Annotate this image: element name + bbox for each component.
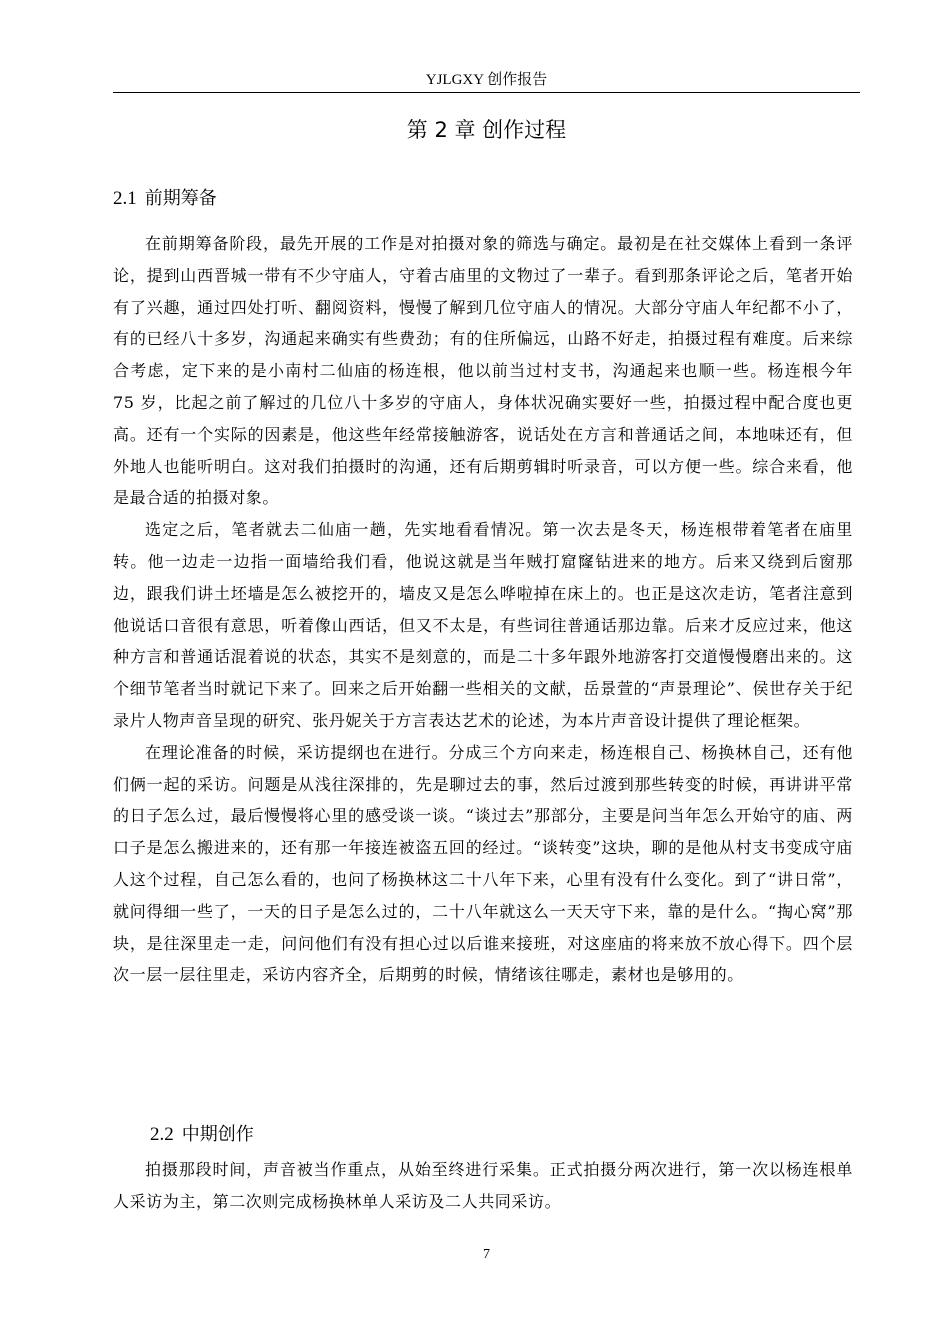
- section-title: 中期创作: [181, 1124, 254, 1145]
- body-paragraph: 拍摄那段时间，声音被当作重点，从始至终进行采集。正式拍摄分两次进行，第一次以杨连根单人采访为主，第二次则完成杨换林单人采访及二人共同采访。: [113, 1160, 853, 1211]
- body-paragraph: 选定之后，笔者就去二仙庙一趟，先实地看看情况。第一次去是冬天，杨连根带着笔者在庙里转。他一边走一边指一面墙给我们看，他说这就是当年贼打窟窿钻进来的地方。后来又绕到后窗那边，跟我们讲土坯墙是怎么被挖开的，墙皮又是怎么哗啦掉在床上的。也正是这次走访，笔者注意到他说话口音很有意思，听着像山西话，但又不太是，有些词往普通话那边靠。后来才反应过来，他这种方言和普通话混着说的状态，其实不是刻意的，而是二十多年跟外地游客打交道慢慢磨出来的。这个细节笔者当时就记下来了。回来之后开始翻一些相关的文献，岳景萱的“声景理论”、侯世存关于纪录片人物声音呈现的研究、张丹妮关于方言表达艺术的论述，为本片声音设计提供了理论框架。: [113, 520, 853, 730]
- chapter-title: 第 2 章 创作过程: [406, 118, 567, 142]
- body-paragraph: 在前期筹备阶段，最先开展的工作是对拍摄对象的筛选与确定。最初是在社交媒体上看到一条评论，提到山西晋城一带有不少守庙人，守着古庙里的文物过了一辈子。看到那条评论之后，笔者开始有了兴趣，通过四处打听、翻阅资料，慢慢了解到几位守庙人的情况。大部分守庙人年纪都不小了，有的已经八十多岁，沟通起来确实有些费劲；有的住所偏远，山路不好走，拍摄过程有难度。后来综合考虑，定下来的是小南村二仙庙的杨连根，他以前当过村支书，沟通起来也顺一些。杨连根今年 75 岁，比起之前了解过的几位八十多岁的守庙人，身体状况确实要好一些，拍摄过程中配合度也更高。还有一个实际的因素是，他这些年经常接触游客，说话处在方言和普通话之间，本地味还有，但外地人也能听明白。这对我们拍摄时的沟通，还有后期剪辑时听录音，可以方便一些。综合来看，他是最合适的拍摄对象。: [113, 234, 853, 508]
- body-paragraph: 在理论准备的时候，采访提纲也在进行。分成三个方向来走，杨连根自己、杨换林自己，还有他们俩一起的采访。问题是从浅往深排的，先是聊过去的事，然后过渡到那些转变的时候，再讲讲平常的日子怎么过，最后慢慢将心里的感受谈一谈。“谈过去”那部分，主要是问当年怎么开始守的庙、两口子是怎么搬进来的，还有那一年接连被盗五回的经过。“谈转变”这块，聊的是他从村支书变成守庙人这个过程，自己怎么看的，也问了杨换林这二十八年下来，心里有没有什么变化。到了“讲日常”，就问得细一些了，一天的日子是怎么过的，二十八年就这么一天天守下来，靠的是什么。“掏心窝”那块，是往深里走一走，问问他们有没有担心过以后谁来接班，对这座庙的将来放不放心得下。四个层次一层一层往里走，采访内容齐全，后期剪的时候，情绪该往哪走，素材也是够用的。: [113, 742, 853, 985]
- page-number: 7: [483, 1247, 490, 1262]
- section-title: 前期筹备: [144, 188, 217, 209]
- section-number: 2.2: [150, 1124, 174, 1145]
- section-body-2-1: [113, 228, 853, 991]
- section-number: 2.1: [113, 188, 137, 209]
- section-heading-2-2: [150, 1121, 254, 1149]
- running-header: YJLGXY 创作报告: [425, 72, 548, 88]
- header-rule: [113, 92, 860, 93]
- section-body-2-2: [113, 1154, 853, 1218]
- section-heading-2-1: [113, 185, 217, 213]
